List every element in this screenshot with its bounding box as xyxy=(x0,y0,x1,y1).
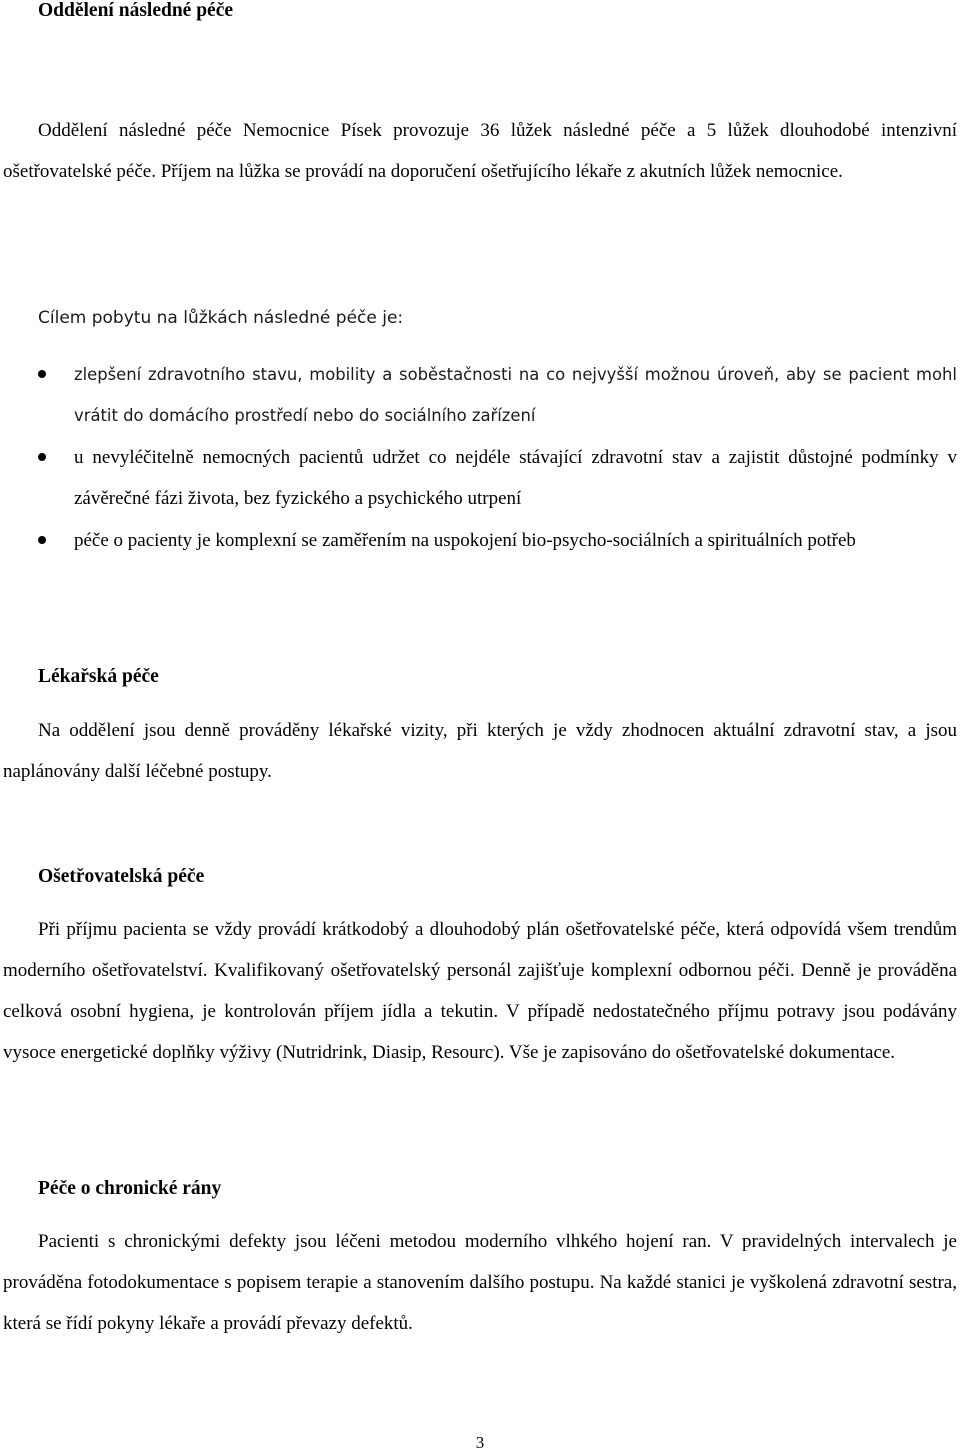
bullet-icon xyxy=(38,370,46,378)
bullet-icon xyxy=(38,536,46,544)
bullet-icon xyxy=(38,453,46,461)
medical-care-paragraph: Na oddělení jsou denně prováděny lékařské vizity, při kterých je vždy zhodnocen aktuální zdravotní stav, a jsou naplánovány další léčebné postupy. xyxy=(3,720,957,782)
list-item xyxy=(0,437,957,519)
page-number: 3 xyxy=(475,1433,485,1452)
intro-paragraph: Oddělení následné péče Nemocnice Písek provozuje 36 lůžek následné péče a 5 lůžek dlouhodobé intenzivní ošetřovatelské péče. Příjem na lůžka se provádí na doporučení ošetřujícího lékaře z akutních lůžek nemocnice. xyxy=(3,120,957,182)
list-item xyxy=(0,520,957,561)
list-item-text: péče o pacienty je komplexní se zaměřením na uspokojení bio-psycho-sociálních a spirituálních potřeb xyxy=(74,530,856,551)
goals-list xyxy=(0,354,957,561)
goals-lead-text: Cílem pobytu na lůžkách následné péče je: xyxy=(38,308,404,328)
section-heading-medical-care: Lékařská péče xyxy=(38,666,159,687)
section-heading-chronic-wounds: Péče o chronické rány xyxy=(38,1178,222,1199)
nursing-care-paragraph: Při příjmu pacienta se vždy provádí krátkodobý a dlouhodobý plán ošetřovatelské péče, která odpovídá všem trendům moderního ošetřovatelství. Kvalifikovaný ošetřovatelský personál zajišťuje komplexní odbornou péči. Denně je prováděna celková osobní hygiena, je kontrolován příjem jídla a tekutin. V případě nedostatečného příjmu potravy jsou podávány vysoce energetické doplňky výživy (Nutridrink, Diasip, Resourc). Vše je zapisováno do ošetřovatelské dokumentace. xyxy=(3,919,957,1063)
list-item-text: zlepšení zdravotního stavu, mobility a soběstačnosti na co nejvyšší možnou úroveň, aby se pacient mohl vrátit do domácího prostředí nebo do sociálního zařízení xyxy=(74,365,957,425)
section-heading-nursing-care: Ošetřovatelská péče xyxy=(38,866,205,887)
section-heading-following-care: Oddělení následné péče xyxy=(38,0,234,21)
chronic-wounds-paragraph: Pacienti s chronickými defekty jsou léčeni metodou moderního vlhkého hojení ran. V pravidelných intervalech je prováděna fotodokumentace s popisem terapie a stanovením dalšího postupu. Na každé stanici je vyškolená zdravotní sestra, která se řídí pokyny lékaře a provádí převazy defektů. xyxy=(3,1231,957,1334)
list-item-text: u nevyléčitelně nemocných pacientů udržet co nejdéle stávající zdravotní stav a zajistit důstojné podmínky v závěrečné fázi života, bez fyzického a psychického utrpení xyxy=(74,447,957,509)
list-item xyxy=(0,354,957,436)
